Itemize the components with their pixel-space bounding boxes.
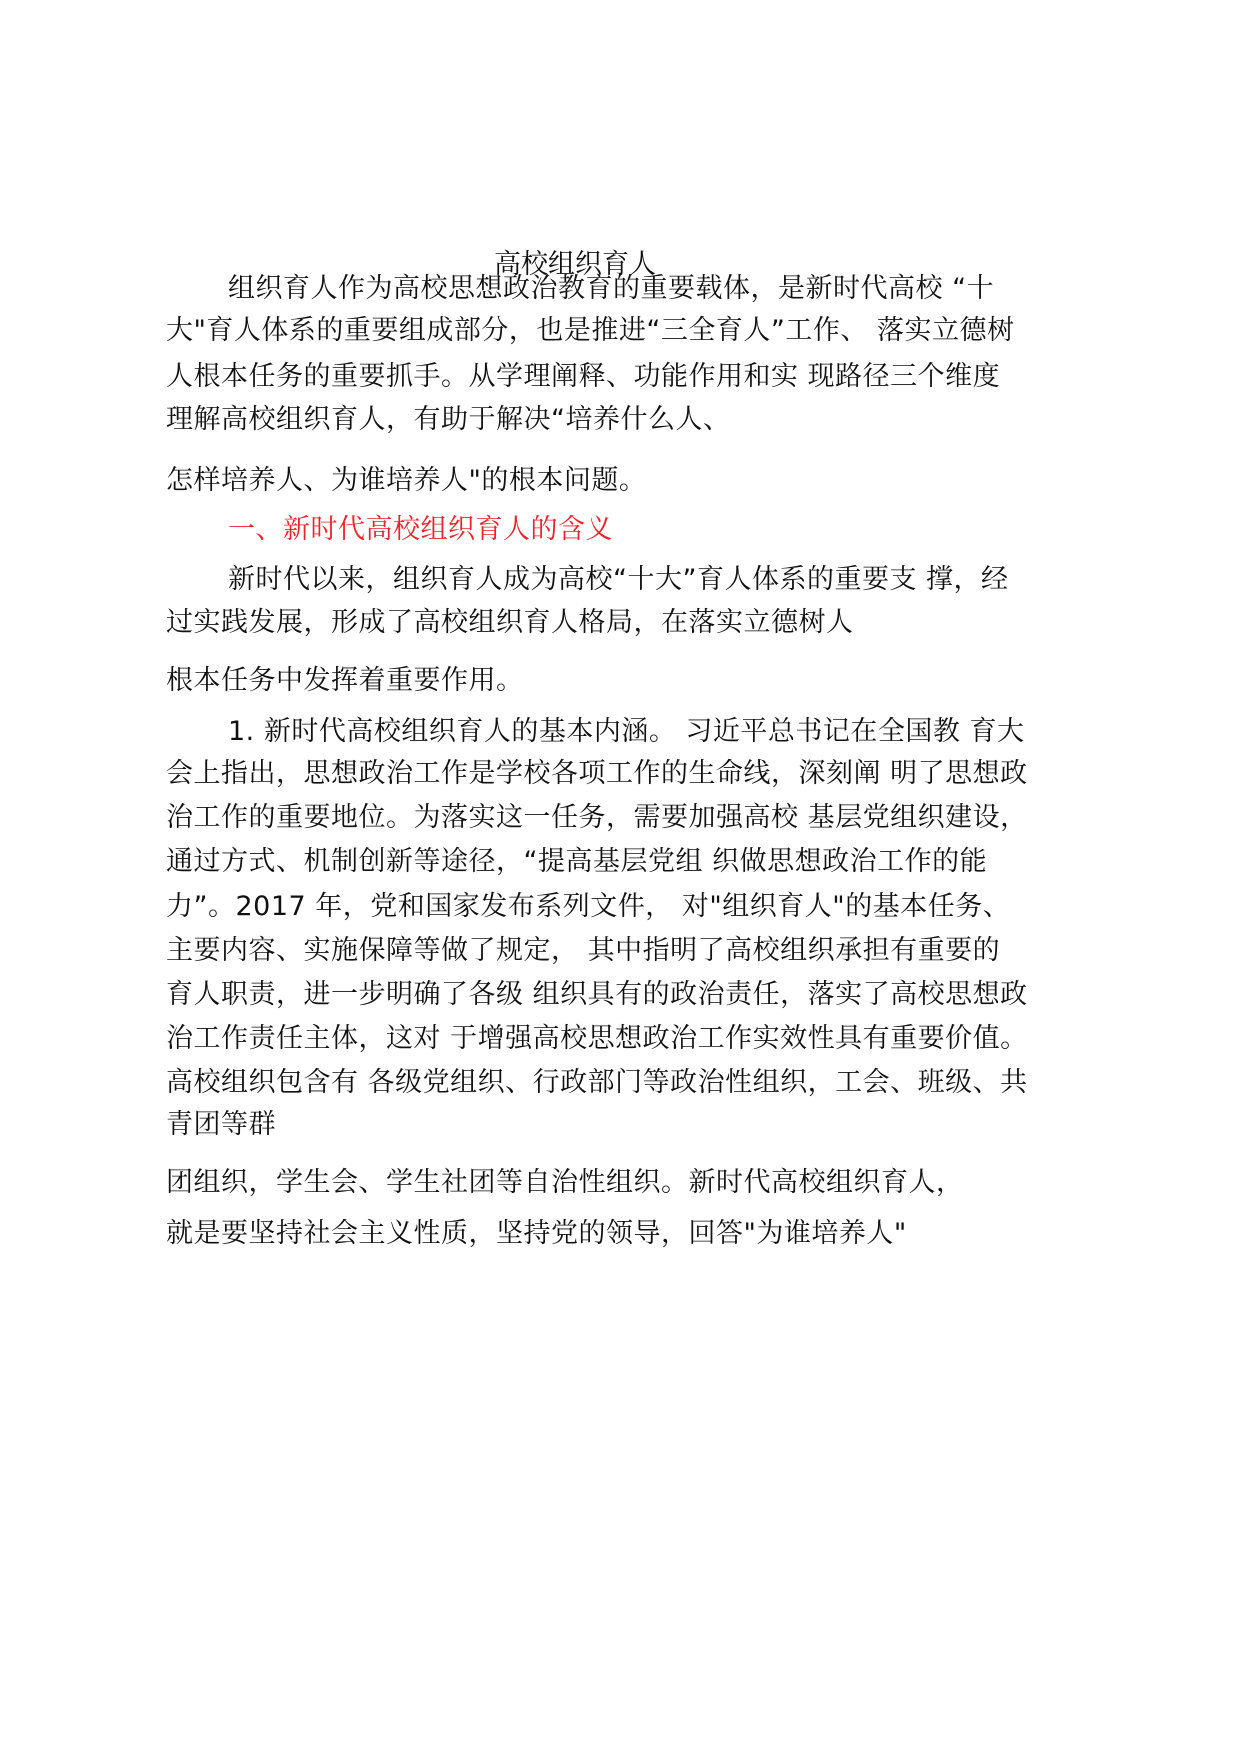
paragraph-3-line-2: 会上指出，思想政治工作是学校各项工作的生命线，深刻阐 明了思想政 bbox=[166, 758, 1028, 789]
paragraph-3-line-5: 力”。2017 年，党和国家发布系列文件， 对"组织育人"的基本任务、 bbox=[166, 891, 1011, 922]
section-heading: 一、新时代高校组织育人的含义 bbox=[228, 514, 613, 545]
paragraph-3-line-12: 就是要坚持社会主义性质，坚持党的领导，回答"为谁培养人" bbox=[166, 1218, 907, 1249]
paragraph-3-line-8: 治工作责任主体，这对 于增强高校思想政治工作实效性具有重要价值。 bbox=[166, 1023, 1028, 1054]
paragraph-1-line-3: 人根本任务的重要抓手。从学理阐释、功能作用和实 现路径三个维度 bbox=[166, 361, 1001, 392]
document-title: 高校组织育人 bbox=[494, 249, 656, 280]
paragraph-1-line-1: 组织育人作为高校思想政治教育的重要载体，是新时代高校 “十 bbox=[228, 273, 995, 304]
paragraph-3-line-6: 主要内容、实施保障等做了规定， 其中指明了高校组织承担有重要的 bbox=[166, 935, 1001, 966]
paragraph-3-line-11: 团组织，学生会、学生社团等自治性组织。新时代高校组织育人， bbox=[166, 1167, 964, 1198]
paragraph-3-line-1: 1. 新时代高校组织育人的基本内涵。 习近平总书记在全国教 育大 bbox=[228, 716, 1025, 747]
paragraph-2-line-1: 新时代以来，组织育人成为高校“十大”育人体系的重要支 撑，经 bbox=[228, 564, 1009, 595]
paragraph-1-line-2: 大"育人体系的重要组成部分，也是推进“三全育人”工作、 落实立德树 bbox=[166, 315, 1015, 346]
paragraph-3-line-7: 育人职责，进一步明确了各级 组织具有的政治责任，落实了高校思想政 bbox=[166, 979, 1028, 1010]
paragraph-3-line-10: 青团等群 bbox=[166, 1109, 276, 1140]
paragraph-3-line-9: 高校组织包含有 各级党组织、行政部门等政治性组织，工会、班级、共 bbox=[166, 1067, 1028, 1098]
paragraph-3-line-3: 治工作的重要地位。为落实这一任务，需要加强高校 基层党组织建设， bbox=[166, 802, 1028, 833]
paragraph-3-line-4: 通过方式、机制创新等途径，“提高基层党组 织做思想政治工作的能 bbox=[166, 846, 988, 877]
paragraph-1-line-4: 理解高校组织育人，有助于解决“培养什么人、 bbox=[166, 404, 731, 435]
paragraph-1-line-5: 怎样培养人、为谁培养人"的根本问题。 bbox=[166, 465, 647, 496]
paragraph-2-line-3: 根本任务中发挥着重要作用。 bbox=[166, 665, 524, 696]
paragraph-2-line-2: 过实践发展，形成了高校组织育人格局，在落实立德树人 bbox=[166, 607, 854, 638]
